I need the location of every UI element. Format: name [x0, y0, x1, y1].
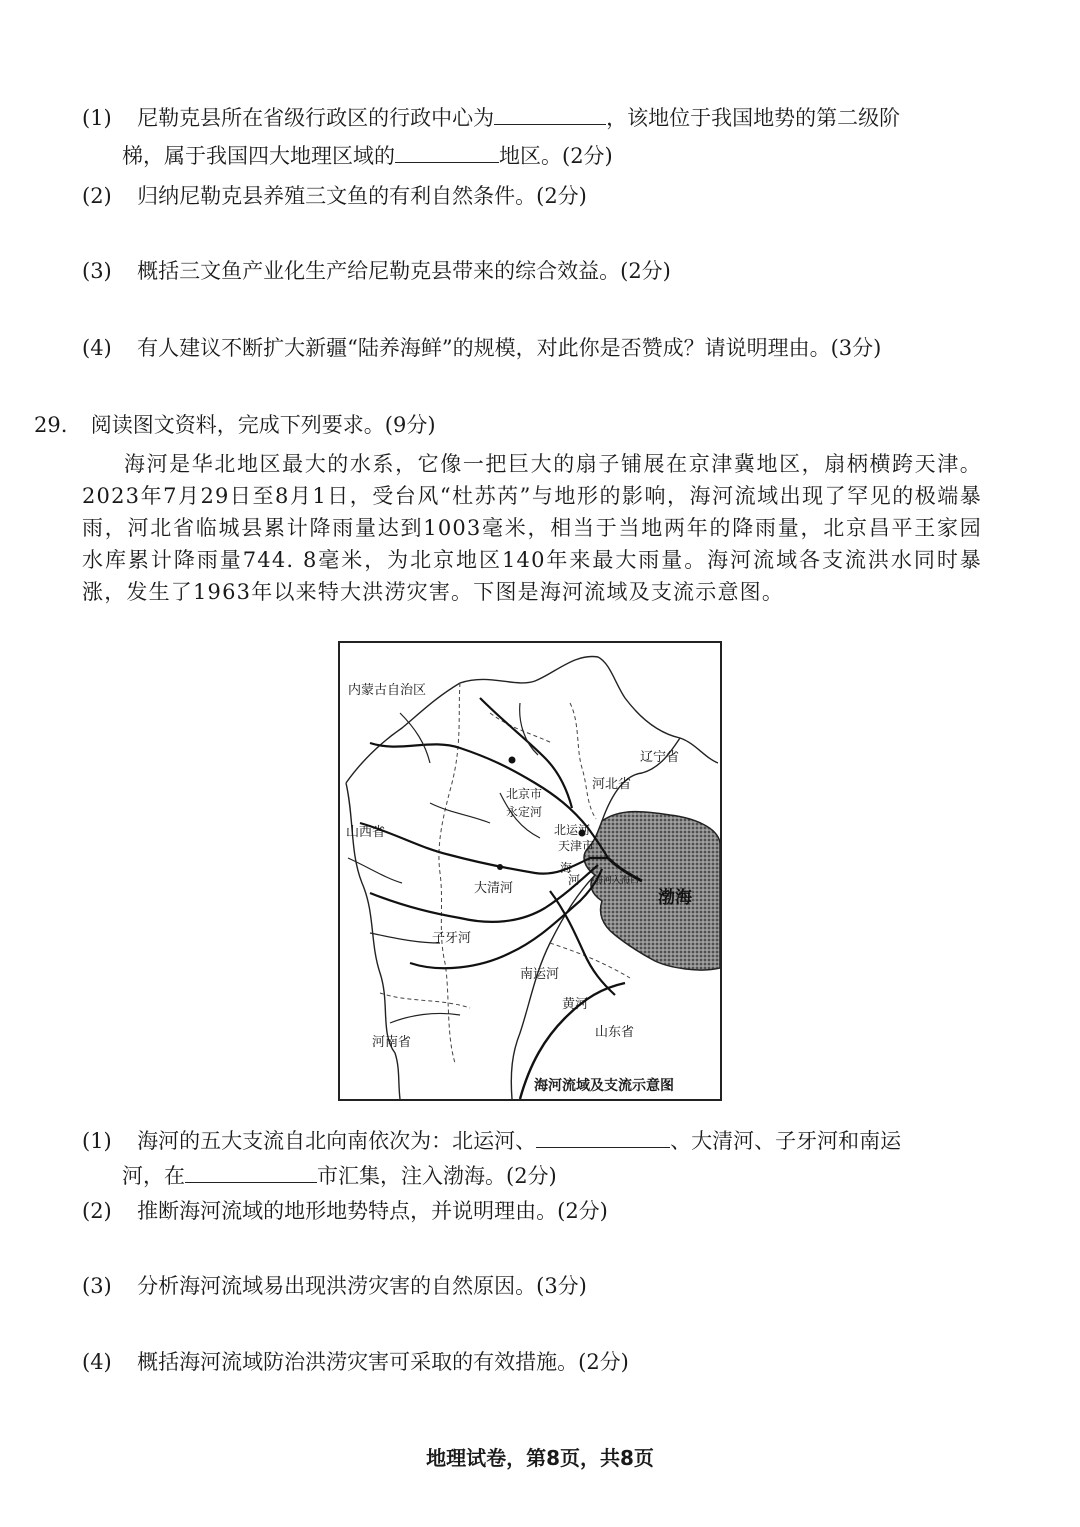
label-neimenggu: 内蒙古自治区 — [348, 683, 427, 698]
q29-passage — [82, 448, 982, 608]
label-liaoning: 辽宁省 — [640, 750, 680, 765]
q29-item-4 — [82, 1347, 629, 1377]
daqing-marker — [497, 864, 503, 870]
q28-item-3 — [82, 256, 671, 286]
label-he: 河 — [568, 873, 581, 887]
beijing-city-marker — [509, 757, 516, 764]
haihe-basin-map — [338, 641, 722, 1101]
page-footer: 地理试卷，第8页，共8页 — [426, 1446, 654, 1470]
label-haihe-mouth: 海河入海口 — [594, 876, 640, 886]
q28-item-1-line-2 — [122, 141, 613, 171]
rivers — [360, 698, 642, 995]
q28-item-2-text: 归纳尼勒克县养殖三文鱼的有利自然条件。(2分) — [137, 184, 587, 208]
q29-item-3-text: 分析海河流域易出现洪涝灾害的自然原因。(3分) — [137, 1274, 587, 1298]
q28-item-4-text: 有人建议不断扩大新疆“陆养海鲜”的规模，对此你是否赞成？请说明理由。(3分) — [137, 336, 882, 360]
label-nanyun: 南运河 — [520, 967, 560, 982]
label-tianjin: 天津市 — [558, 839, 595, 853]
map-caption: 海河流域及支流示意图 — [534, 1078, 674, 1094]
q29-item-2-number: (2) — [82, 1199, 112, 1223]
q29-item-1-text-c: 河，在 — [122, 1164, 185, 1188]
q28-item-4-number: (4) — [82, 336, 112, 360]
q28-item-1-text-a: 尼勒克县所在省级行政区的行政中心为 — [137, 106, 495, 130]
tributaries — [348, 703, 543, 1023]
label-yongding: 永定河 — [506, 805, 543, 819]
q28-item-1-text-d: 地区。(2分) — [499, 144, 613, 168]
q29-title: 阅读图文资料，完成下列要求。(9分) — [90, 413, 436, 437]
q29-item-4-number: (4) — [82, 1350, 112, 1374]
q29-item-1-text-a: 海河的五大支流自北向南依次为：北运河、 — [137, 1129, 537, 1153]
q28-item-3-number: (3) — [82, 259, 112, 283]
label-shandong: 山东省 — [595, 1025, 635, 1040]
label-shanxi: 山西省 — [346, 825, 386, 840]
label-huanghe: 黄河 — [562, 997, 589, 1012]
answer-blank[interactable] — [185, 1162, 317, 1183]
q28-item-1-text-c: 梯，属于我国四大地理区域的 — [122, 144, 395, 168]
label-henan: 河南省 — [372, 1035, 412, 1050]
q29-item-1-text-d: 市汇集，注入渤海。(2分) — [317, 1164, 557, 1188]
q28-item-3-text: 概括三文鱼产业化生产给尼勒克县带来的综合效益。(2分) — [137, 259, 671, 283]
q28-item-4 — [82, 333, 881, 363]
answer-blank[interactable] — [395, 142, 499, 163]
q29-item-1-number: (1) — [82, 1129, 112, 1153]
q29-number: 29. — [34, 413, 68, 437]
q29-item-1-text-b: 、大清河、子牙河和南运 — [670, 1129, 902, 1153]
label-hebei: 河北省 — [592, 777, 632, 792]
q29-item-1-line-2 — [122, 1161, 557, 1191]
label-ziya: 子牙河 — [432, 931, 472, 946]
bohai-sea — [584, 812, 720, 970]
label-beijing: 北京市 — [506, 787, 543, 801]
label-bohai: 渤海 — [658, 888, 692, 908]
q29-item-3 — [82, 1271, 587, 1301]
q28-item-1-text-b: ，该地位于我国地势的第二级阶 — [606, 106, 901, 130]
q28-item-2 — [82, 181, 587, 211]
q29-heading — [34, 410, 436, 440]
q29-item-1-line-1 — [82, 1126, 901, 1156]
answer-blank[interactable] — [536, 1127, 670, 1148]
q28-item-2-number: (2) — [82, 184, 112, 208]
q29-item-4-text: 概括海河流域防治洪涝灾害可采取的有效措施。(2分) — [137, 1350, 629, 1374]
q29-passage-text: 海河是华北地区最大的水系，它像一把巨大的扇子铺展在京津冀地区，扇柄横跨天津。2023年7月29日至8月1日，受台风“杜苏芮”与地形的影响，海河流域出现了罕见的极端暴雨，河北省临城县累计降雨量达到1003毫米，相当于当地两年的降雨量，北京昌平王家园水库累计降雨量744. 8毫米，为北京地区140年来最大雨量。海河流域各支流洪水同时暴涨，发生了1963年以来特大洪涝灾害。下图是海河流域及支流示意图。 — [82, 452, 982, 604]
q28-item-1-number: (1) — [82, 106, 112, 130]
label-daqing: 大清河 — [474, 881, 514, 896]
label-hai: 海 — [560, 861, 573, 875]
label-beiyun: 北运河 — [554, 823, 591, 837]
q29-item-2-text: 推断海河流域的地形地势特点，并说明理由。(2分) — [137, 1199, 608, 1223]
answer-blank[interactable] — [494, 104, 606, 125]
q29-item-2 — [82, 1196, 608, 1226]
q28-item-1-line-1 — [82, 103, 900, 133]
q29-item-3-number: (3) — [82, 1274, 112, 1298]
